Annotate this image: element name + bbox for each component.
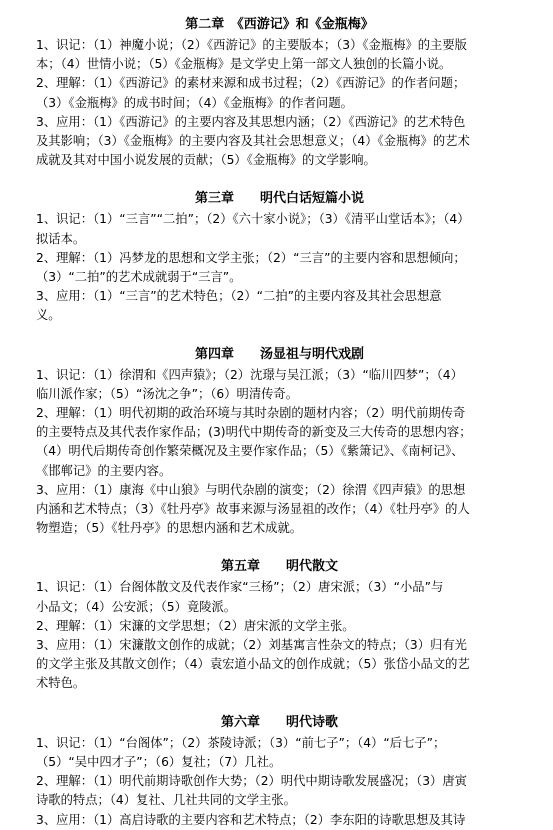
chapter-4-section [36,344,523,539]
paragraph-line: 拟话本。 [36,231,86,246]
paragraph-line: 小品文；（4）公安派；（5）竟陵派。 [36,599,237,614]
paragraph-line: （4）明代后期传奇创作繁荣概况及主要作家作品；（5）《紫箫记》、《南柯记》、 [36,444,464,459]
paragraph-line: 1、识记：（1）台阁体散文及代表作家“三杨”；（2）唐宋派；（3）“小品”与 [36,580,444,595]
chapter-title: 第四章 汤显祖与明代戏剧 [194,346,364,362]
paragraph-line: 的主要特点及其代表作家作品；(3)明代中期传奇的新变及三大传奇的思想内容； [36,425,472,440]
chapter-6-section [36,712,523,830]
paragraph-line: 2、理解：（1）明代初期的政治环境与其时杂剧的题材内容；（2）明代前期传奇 [36,406,466,421]
paragraph-line: 的文学主张及其散文创作；（4）袁宏道小品文的创作成就；（5）张岱小品文的艺 [36,657,470,672]
paragraph-line: 2、理解：（1）《西游记》的素材来源和成书过程；（2）《西游记》的作者问题； [36,76,466,91]
paragraph-line: 诗歌的特点；（4）复社、几社共同的文学主张。 [36,793,296,808]
paragraph-line: 2、理解：（1）宋濂的文学思想；（2）唐宋派的文学主张。 [36,618,355,633]
section-spacer [36,170,523,188]
paragraph-line: 物塑造；（5）《牡丹亭》的思想内涵和艺术成就。 [36,521,303,536]
paragraph-line: 本；（4）世情小说；（5）《金瓶梅》是文学史上第一部文人独创的长篇小说。 [36,57,452,72]
chapter-title: 第三章 明代白话短篇小说 [194,191,364,207]
paragraph-line: 3、应用：（1）宋濂散文创作的成就；（2）刘基寓言性杂文的特点；（3）归有光 [36,638,467,653]
paragraph-line: 2、理解：（1）明代前期诗歌创作大势；（2）明代中期诗歌发展盛况；（3）唐寅 [36,774,467,789]
chapter-3-section [36,188,523,325]
paragraph-line: （3）“二拍”的艺术成就弱于“三言”。 [36,270,242,285]
chapter-title: 第五章 明代散文 [220,559,338,575]
paragraph-line: 临川派作家；（5）“汤沈之争”；（6）明清传奇。 [36,386,299,401]
paragraph-line: 内涵和艺术特点；（3）《牡丹亭》故事来源与汤显祖的改作；（4）《牡丹亭》的人 [36,502,470,517]
paragraph-line: （3）《金瓶梅》的成书时间；（4）《金瓶梅》的作者问题。 [36,95,353,110]
paragraph-line: 术特色。 [36,676,86,691]
paragraph-line: 1、识记：（1）“三言”“二拍”；（2）《六十家小说》；（3）《清平山堂话本》；（4） [36,212,470,227]
paragraph-line: 1、识记：（1）徐渭和《四声猿》；（2）沈璟与吴江派；（3）“临川四梦”；（4） [36,367,463,382]
chapter-title: 第二章 《西游记》和《金瓶梅》 [185,17,374,32]
chapter-5-section [36,556,523,693]
paragraph-line: 及其影响；（3）《金瓶梅》的主要内容及其社会思想意义；（4）《金瓶梅》的艺术 [36,134,470,149]
paragraph-line: 3、应用：（1）《西游记》的主要内容及其思想内涵；（2）《西游记》的艺术特色 [36,114,466,129]
paragraph-line: 《邯郸记》的主要内容。 [36,463,172,478]
section-spacer [36,326,523,344]
chapter-title: 第六章 明代诗歌 [220,714,338,730]
paragraph-line: 1、识记：（1）神魔小说；（2）《西游记》的主要版本；（3）《金瓶梅》的主要版 [36,38,467,52]
paragraph-line: 3、应用：（1）“三言”的艺术特色；（2）“二拍”的主要内容及其社会思想意 [36,289,442,304]
paragraph-line: 成就及其对中国小说发展的贡献；（5）《金瓶梅》的文学影响。 [36,153,376,168]
paragraph-line: 1、识记：（1）“台阁体”；（2）茶陵诗派；（3）“前七子”；（4）“后七子”； [36,735,446,750]
paragraph-line: 义。 [36,308,61,323]
chapter-2-section [36,14,523,170]
paragraph-line: 2、理解：（1）冯梦龙的思想和文学主张；（2）“三言”的主要内容和思想倾向； [36,250,466,265]
paragraph-line: 3、应用：（1）康海《中山狼》与明代杂剧的演变；（2）徐渭《四声猿》的思想 [36,482,466,497]
section-spacer [36,538,523,556]
paragraph-line: 3、应用：（1）高启诗歌的主要内容和艺术特点；（2）李东阳的诗歌思想及其诗 [36,812,466,827]
section-spacer [36,694,523,712]
paragraph-line: （5）“吴中四才子”；（6）复社；（7）几社。 [36,754,282,769]
